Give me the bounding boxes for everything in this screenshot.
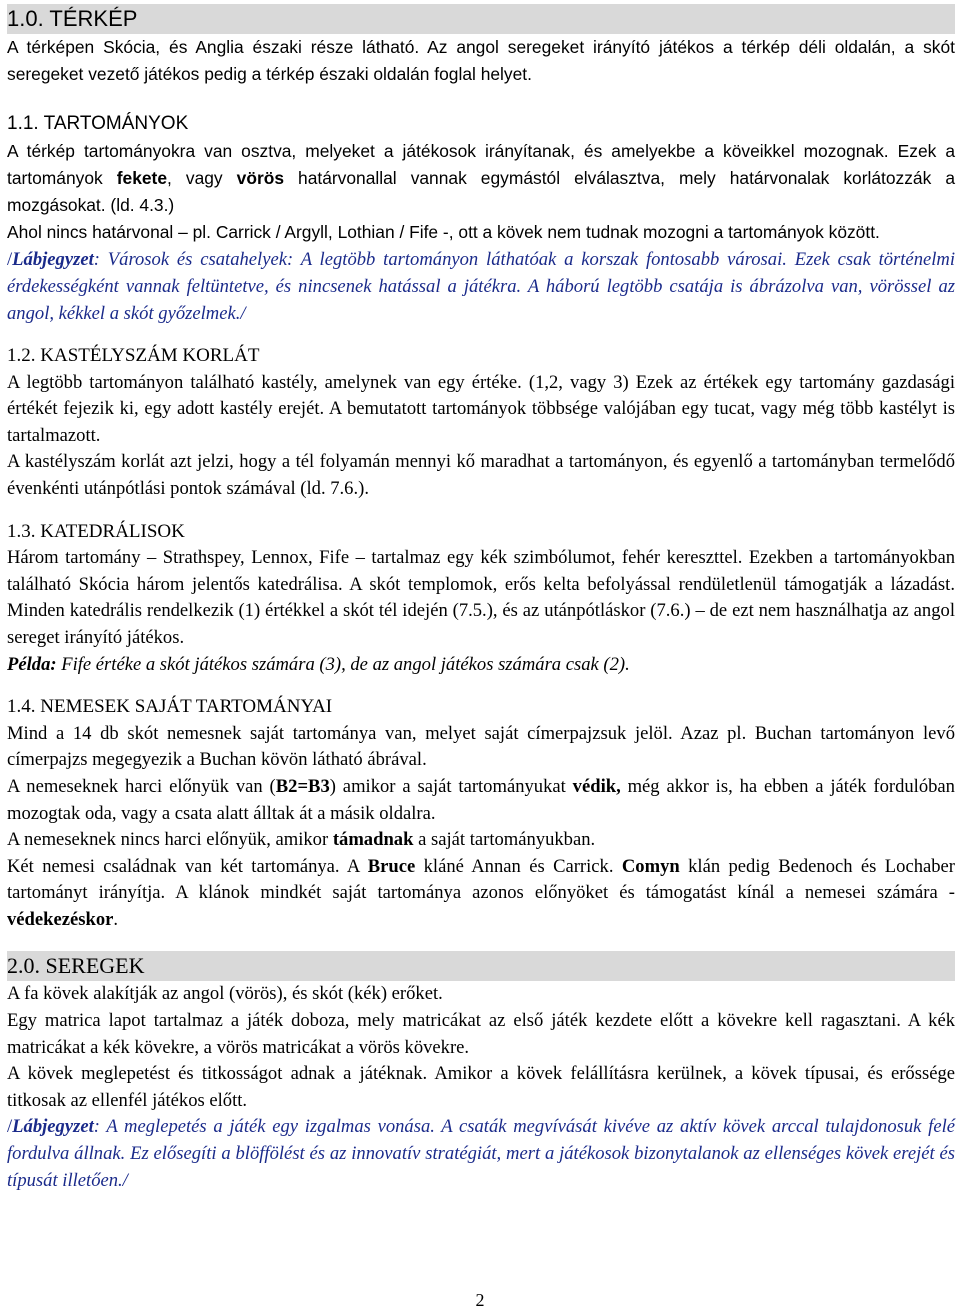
text: Ezek a tartományok — [7, 141, 955, 188]
bold-text: Comyn — [621, 855, 680, 877]
footnote-text: : A meglepetés a játék egy izgalmas vonása. A csaták megvívását kivéve az aktív kövek arccal tulajdonosuk felé fordulva állnak. Ez elősegíti a blöffölést és az innovatív stratégiát, mert a játékosok bizonytalanok az ellenséges kövek erejét és típusát illetően./ — [7, 1116, 955, 1191]
text: , vagy — [167, 168, 237, 188]
paragraph-1-4-d — [7, 854, 955, 934]
paragraph-1-4-b — [7, 774, 955, 827]
paragraph-1-2-a: A legtöbb tartományon található kastély, amelynek van egy értéke. (1,2, vagy 3) Ezek az értékek egy tartomány gazdasági értékét fejezik ki, egy adott kastély erejét. A bemutatott tartományok többsége valójában egy tucat, vagy még több kastélyt is tartalmazott. — [7, 371, 955, 446]
example-1-3 — [7, 652, 955, 679]
paragraph-2-0-c: A kövek meglepetést és titkosságot adnak a játéknak. Amikor a kövek felállításra kerülnek, a kövek típusai, és erőssége titkosak az ellenfél játékos előtt. — [7, 1063, 955, 1111]
text: a saját tartományukban. — [413, 829, 596, 851]
footnote-text: : Városok és csatahelyek: A legtöbb tartományon láthatóak a korszak fontosabb városai. Ezek csak történelmi érdekességként vannak feltüntetve, és nincsenek hatással a játékra. A háború legtöbb csatája is ábrázolva van, vörössel az angol, kékkel a skót győzelmek./ — [7, 249, 955, 324]
paragraph-1-4-a: Mind a 14 db skót nemesnek saját tartománya van, melyet saját címerpajzsuk jelöl. Azaz pl. Buchan tartományon levő címerpajzs megegyezik a Buchan kövön látható ábrával. — [7, 722, 955, 771]
bold-text: védik, — [572, 775, 621, 797]
paragraph-1-3: Három tartomány – Strathspey, Lennox, Fife – tartalmaz egy kék szimbólumot, fehér kereszttel. Ezekben a tartományokban található Skócia három jelentős katedrálisa. A skót templomok, erős kelta befolyással rendületlenül támogatják a lázadást. Minden katedrális rendelkezik (1) értékkel a skót tél idején (7.5.), és az utánpótláskor (7.6.) – de ezt nem használhatja az angol sereget irányító játékos. — [7, 547, 955, 648]
heading-1-4: 1.4. NEMESEK SAJÁT TARTOMÁNYAI — [7, 696, 333, 718]
paragraph-1-1-b: Ahol nincs határvonal – pl. Carrick / Argyll, Lothian / Fife -, ott a kövek nem tudnak mozogni a tartományok között. — [7, 222, 880, 242]
text: A nemeseknek nincs harci előnyük, amikor — [7, 829, 333, 851]
paragraph-1-2-b: A kastélyszám korlát azt jelzi, hogy a tél folyamán mennyi kő maradhat a tartományon, és egyenlő a tartományban termelődő évenkénti utánpótlási pontok számával (ld. 7.6.). — [7, 451, 955, 499]
bold-text: támadnak — [332, 829, 414, 851]
paragraph-1-1-a — [7, 138, 955, 219]
bold-text: B2=B3 — [275, 775, 330, 797]
text: ) amikor a saját tartományukat — [329, 775, 573, 797]
text: klán pedig Bedenoch és Lochaber tartományt irányítja. A klánok mindkét saját tartománya azonos előnyöket és támogatást kínál a nemesei számára - — [7, 855, 955, 904]
footnote-2-0 — [7, 1114, 955, 1194]
heading-1-0: 1.0. TÉRKÉP — [7, 4, 955, 34]
paragraph-2-0-a: A fa kövek alakítják az angol (vörös), és skót (kék) erőket. — [7, 983, 443, 1005]
text: Két nemesi családnak van két tartománya. A — [7, 855, 368, 877]
bold-text: Bruce — [367, 855, 416, 877]
heading-1-1: 1.1. TARTOMÁNYOK — [7, 113, 189, 134]
paragraph-1-0: A térképen Skócia, és Anglia északi része látható. Az angol seregeket irányító játékos a térkép déli oldalán, a skót seregeket vezető játékos pedig a térkép északi oldalán foglal helyet. — [7, 37, 955, 84]
bold-text: fekete — [116, 168, 168, 188]
text: / — [7, 249, 13, 270]
bold-text: vörös — [236, 168, 285, 188]
page-number: 2 — [475, 1290, 485, 1310]
example-text: Fife értéke a skót játékos számára (3), de az angol játékos számára csak (2). — [56, 653, 630, 675]
text: A nemeseknek harci előnyük van ( — [7, 775, 276, 797]
footnote-1-1 — [7, 246, 955, 327]
text: A térkép tartományokra van osztva, melyeket a játékosok irányítanak, és amelyekbe a köveikkel mozognak. — [7, 141, 889, 161]
text: . — [113, 908, 119, 930]
document-page — [7, 4, 955, 1194]
text: még akkor is, ha ebben a játék fordulóban mozogtak oda, vagy a csata alatt álltak át a másik oldalra. — [7, 775, 955, 824]
footnote-label: Lábjegyzet — [12, 249, 94, 270]
paragraph-1-4-c — [7, 827, 955, 854]
example-label: Példa: — [7, 653, 57, 675]
paragraph-2-0-b: Egy matrica lapot tartalmaz a játék doboza, mely matricákat az első játék kezdete előtt a kövekre kell ragasztani. A kék matricákat a kék kövekre, a vörös matricákat a vörös kövekre. — [7, 1010, 955, 1058]
text: kláné Annan és Carrick. — [415, 855, 622, 877]
heading-1-2: 1.2. KASTÉLYSZÁM KORLÁT — [7, 345, 260, 366]
footnote-label: Lábjegyzet — [12, 1116, 94, 1138]
bold-text: védekezéskor — [7, 908, 114, 930]
heading-1-3: 1.3. KATEDRÁLISOK — [7, 520, 185, 542]
heading-2-0: 2.0. SEREGEK — [7, 951, 955, 981]
text: határvonallal vannak egymástól elválasztva, mely határvonalak korlátozzák a mozgásokat. (ld. 4.3.) — [7, 168, 956, 215]
text: / — [7, 1116, 13, 1138]
